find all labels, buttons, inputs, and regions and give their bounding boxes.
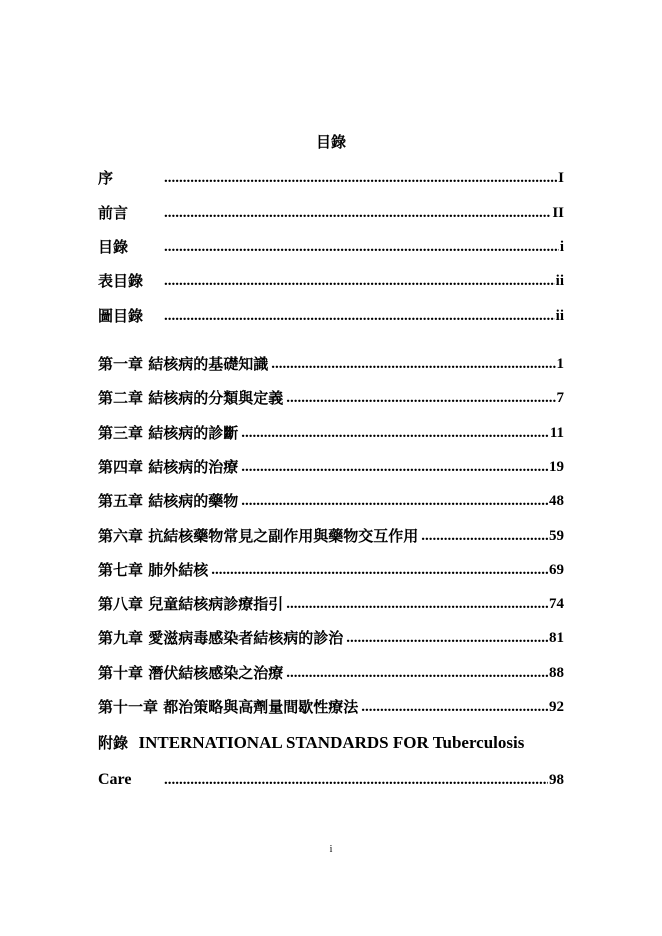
toc-front-entry[interactable] xyxy=(98,166,564,188)
leader-dots xyxy=(164,306,555,326)
toc-chapter-entry[interactable] xyxy=(98,626,564,648)
leader-dots xyxy=(241,457,548,477)
appendix-line-2[interactable] xyxy=(98,768,564,790)
toc-entry-label: 第五章 結核病的藥物 xyxy=(98,492,239,510)
toc-entry-label: 前言 xyxy=(98,204,129,222)
leader-dots xyxy=(164,271,555,291)
toc-front-entry[interactable] xyxy=(98,269,564,291)
toc-chapter-entry[interactable] xyxy=(98,695,564,717)
leader-dots xyxy=(361,697,548,717)
toc-chapter-entry[interactable] xyxy=(98,421,564,443)
appendix-line-1 xyxy=(98,732,568,754)
toc-page-number: 88 xyxy=(549,665,564,681)
leader-dots xyxy=(286,594,548,614)
toc-front-entry[interactable] xyxy=(98,235,564,257)
leader-dots xyxy=(346,628,548,648)
toc-chapter-entry[interactable] xyxy=(98,558,564,580)
appendix-entry[interactable] xyxy=(98,732,568,754)
leader-dots xyxy=(271,354,555,374)
leader-dots xyxy=(164,770,548,790)
leader-dots xyxy=(241,423,549,443)
toc-entry-label: 第四章 結核病的治療 xyxy=(98,458,239,476)
toc-entry-label: 第十章 潛伏結核感染之治療 xyxy=(98,664,284,682)
toc-entry-label: 第七章 肺外結核 xyxy=(98,561,209,579)
toc-chapter-entry[interactable] xyxy=(98,524,564,546)
toc-entry-label: 第三章 結核病的診斷 xyxy=(98,424,239,442)
page-footer-number: i xyxy=(329,844,333,855)
toc-page-number: 11 xyxy=(549,425,564,441)
toc-entry-label: 第十一章 都治策略與高劑量間歇性療法 xyxy=(98,698,359,716)
toc-entry-label: 第一章 結核病的基礎知識 xyxy=(98,355,269,373)
toc-page-number: ii xyxy=(555,308,564,324)
appendix-page-number: 98 xyxy=(549,772,564,788)
leader-dots xyxy=(164,237,559,257)
toc-entry-label: 表目錄 xyxy=(98,272,144,290)
leader-dots xyxy=(241,491,548,511)
toc-page-number: 59 xyxy=(549,528,564,544)
toc-front-entry[interactable] xyxy=(98,201,564,223)
leader-dots xyxy=(286,663,548,683)
toc-page-number: 81 xyxy=(549,630,564,646)
toc-page-number: 48 xyxy=(549,493,564,509)
toc-entry-label: 序 xyxy=(98,169,114,187)
toc-page-number: 19 xyxy=(549,459,564,475)
toc-page-number: I xyxy=(558,170,564,186)
toc-page-number: i xyxy=(559,239,564,255)
toc-entry-label: 圖目錄 xyxy=(98,307,144,325)
toc-chapter-entry[interactable] xyxy=(98,386,564,408)
appendix-title: INTERNATIONAL STANDARDS FOR Tuberculosis xyxy=(138,733,525,752)
toc-entry-label: 第八章 兒童結核病診療指引 xyxy=(98,595,284,613)
toc-entry-label: 第六章 抗結核藥物常見之副作用與藥物交互作用 xyxy=(98,527,419,545)
toc-entry-label: 第二章 結核病的分類與定義 xyxy=(98,389,284,407)
toc-chapter-entry[interactable] xyxy=(98,352,564,374)
toc-chapter-entry[interactable] xyxy=(98,455,564,477)
appendix-title-continued: Care xyxy=(98,771,132,788)
toc-page-number: 1 xyxy=(556,356,564,372)
toc-chapter-entry[interactable] xyxy=(98,489,564,511)
toc-chapter-entry[interactable] xyxy=(98,592,564,614)
leader-dots xyxy=(164,203,551,223)
toc-entry-label: 目錄 xyxy=(98,238,129,256)
toc-page-number: 74 xyxy=(549,596,564,612)
page-title: 目錄 xyxy=(315,133,346,151)
leader-dots xyxy=(211,560,548,580)
toc-page-number: 92 xyxy=(549,699,564,715)
toc-page-number: 69 xyxy=(549,562,564,578)
toc-chapter-entry[interactable] xyxy=(98,661,564,683)
toc-page-number: 7 xyxy=(556,390,564,406)
leader-dots xyxy=(164,168,557,188)
leader-dots xyxy=(286,388,555,408)
toc-page-number: ii xyxy=(555,273,564,289)
appendix-prefix: 附錄 xyxy=(98,734,129,752)
leader-dots xyxy=(421,526,548,546)
toc-entry-label: 第九章 愛滋病毒感染者結核病的診治 xyxy=(98,629,344,647)
toc-front-entry[interactable] xyxy=(98,304,564,326)
toc-page-number: II xyxy=(552,205,564,221)
